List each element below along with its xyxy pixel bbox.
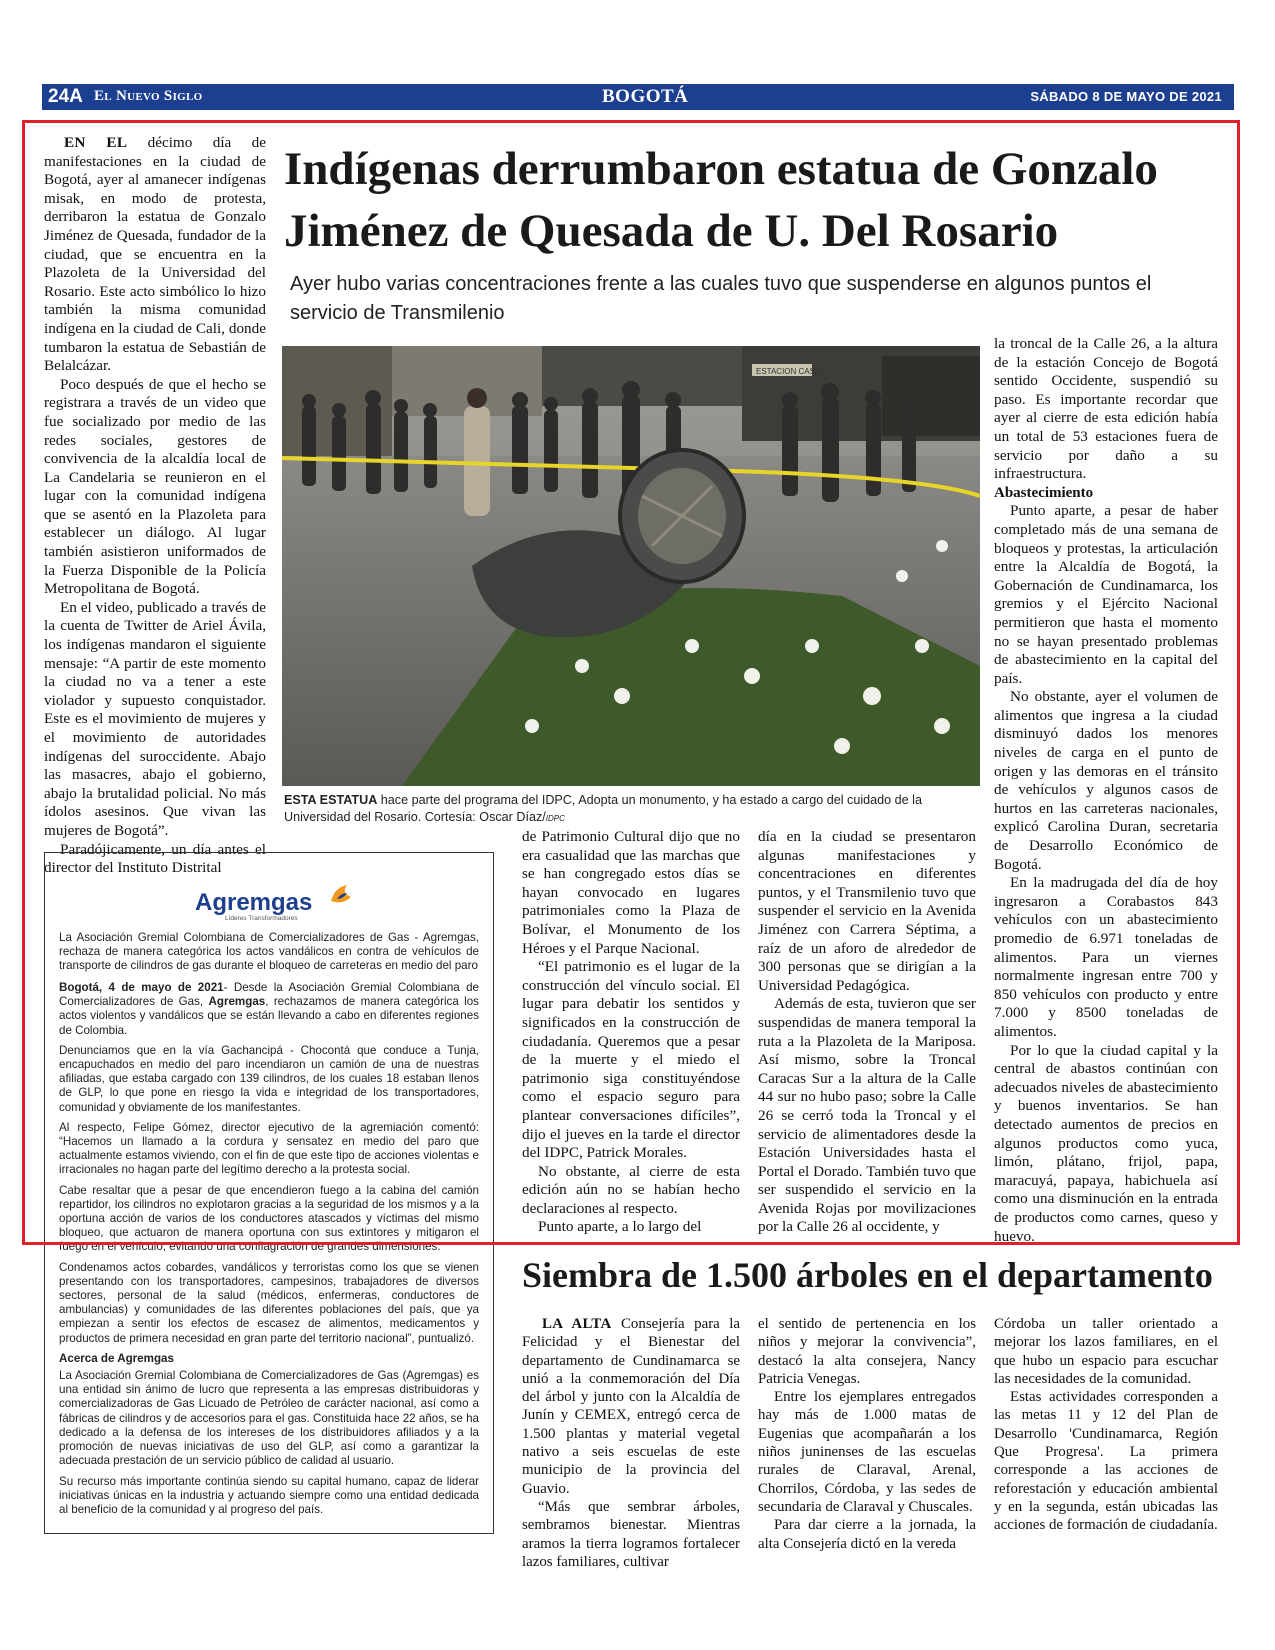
paragraph: Entre los ejemplares entregados hay más de 1.000 matas de Eugenias que acompañarán a los niños juninenses de las escuelas rurales de Claraval, Arenal, Chorrilos, Córdoba, y las sedes de secundaria de Claraval y Chuscales. [758,1389,976,1515]
paragraph: la troncal de la Calle 26, a la altura de la estación Concejo de Bogotá sentido Occidente, suspendió su paso. Es importante recordar que ayer al cierre de esta edición había un total de 53 estaciones fuera de servicio por daño a su infraestructura. [994,335,1218,483]
logo-wordmark: Agremgas [195,889,313,916]
second-headline: Siembra de 1.500 árboles en el departamento [522,1255,1213,1295]
lead-in: EN EL [64,134,128,151]
selection-frame [22,120,1240,1245]
paragraph: LA ALTA Consejería para la Felicidad y el Bienestar del departamento de Cundinamarca se unió a la conmemoración del Día del árbol y junto con la Alcaldía de Junín y CEMEX, entregó cerca de 1.500 plantas y material vegetal nativo a seis escuelas de este municipio de la provincia del Guavio. [522,1316,740,1497]
caption-credit: IDPC [545,814,565,823]
paragraph: Córdoba un taller orientado a mejorar los lazos familiares, en el que hubo un espacio para escuchar las necesidades de la comunidad. [994,1316,1218,1387]
paragraph: En el video, publicado a través de la cuenta de Twitter de Ariel Ávila, los indígenas mandaron el siguiente mensaje: “A partir de este momento la ciudad no va a tener a este violador y supuesto conquistador. Este es el movimiento de mujeres y el movimiento de autoridades indígenas del suroccidente. Abajo las masacres, abajo el gobierno, abajo la brutalidad policial. No más ídolos asesinos. Que vivan las mujeres de Bogotá”. [44,598,266,839]
page-header-band [42,84,1234,110]
ad-subhead: Acerca de Agremgas [59,1351,174,1365]
paragraph: No obstante, ayer el volumen de alimentos que ingresa a la ciudad disminuyó dados los menores niveles de carga en el punto de origen y las demoras en el tránsito de vehículos y algunos casos de hurtos en las carreteras nacionales, explicó Carolina Duran, secretaria de Desarrollo Económico de Bogotá. [994,688,1218,873]
station-sign: ESTACION CASAL [756,367,825,376]
paragraph: Punto aparte, a pesar de haber completado más de una semana de bloqueos y protestas, la articulación entre la Alcaldía de Bogotá, la Gobernación de Cundinamarca, los gremios y el Ejército Nacional permitieron que hasta el momento no se hayan presentado problemas de abastecimiento en la capital del país. [994,502,1218,687]
paragraph: EN EL décimo día de manifestaciones en la ciudad de Bogotá, ayer al amanecer indígenas misak, en modo de protesta, derribaron la estatua de Gonzalo Jiménez de Quesada, fundador de la ciudad, que se encuentra en la Plazoleta de la Universidad del Rosario. Este acto simbólico lo hizo también la misma comunidad indígena en la ciudad de Cali, donde tumbaron la estatua de Sebastián de Belalcázar. [44,134,267,375]
paragraph: No obstante, al cierre de esta edición aún no se habían hecho declaraciones al respecto. [522,1162,740,1217]
paragraph: Por lo que la ciudad capital y la central de abastos continúan con adecuados niveles de abastecimiento y buenos inventarios. Se han detectado aumentos de precios en algunos productos como yuca, limón, plátano, frijol, papa, maracuyá, papaya, habichuela así como una disminución en la entrada de productos como carnes, queso y huevo. [994,1041,1218,1245]
paragraph: Poco después de que el hecho se registrara a través de un video que fue socializado por medio de las redes sociales, gestores de convivencia de la alcaldía local de La Candelaria se reunieron en el lugar con la comunidad indígena que se asentó en la Plazoleta para establecer un diálogo. Al lugar también asistieron uniformados de la Fuerza Disponible de la Policía Metropolitana de Bogotá. [44,375,266,598]
ad-paragraph: Su recurso más importante continúa siendo su capital humano, capaz de liderar iniciativas únicas en la industria y actuando siempre como una entidad dedicada al beneficio de la comunidad y al progreso del país. [59,1474,479,1516]
paragraph: “El patrimonio es el lugar de la construcción del vínculo social. El lugar para debatir los sentidos y significados en la construcción de ciudadanía. Queremos que a pesar de la muerte y el miedo el patrimonio siga constituyéndose como el espacio seguro para plantear conversaciones difíciles”, dijo el jueves en la tarde el director del IDPC, Patrick Morales. [522,958,740,1162]
section-subhead: Abastecimiento [994,484,1094,501]
ad-paragraph: Condenamos actos cobardes, vandálicos y terroristas como los que se vienen presentando con los transportadores, campesinos, trabajadores de diversos sectores, personal de la salud (médicos, enfermeras, conductores de ambulancias) y comunidades de las diferentes poblaciones del país, que ya empiezan a sentir los efectos de escasez de alimentos, medicamentos y productos de primera necesidad en gran parte del territorio nacional”, puntualizó. [59,1260,479,1345]
paragraph: Para dar cierre a la jornada, la alta Consejería dictó en la vereda [758,1517,976,1552]
ad-paragraph: Cabe resaltar que a pesar de que encendieron fuego a la cabina del camión repartidor, los cilindros no explotaron gracias a la seguridad de los mismos y a la oportuna acción de varios de los conductores atascados y víctimas del mismo bloqueo, que actuaron de manera oportuna con sus extintores y mitigaron el fuego en el vehículo, evitando una conflagración de grandes dimensiones. [59,1183,479,1254]
paragraph: Punto aparte, a lo largo del [538,1218,702,1236]
ad-paragraph: Denunciamos que en la vía Gachancipá - Chocontá que conduce a Tunja, encapuchados en medio del paro incendiaron un camión de una de nuestras afiliadas, que estaba cargado con 139 cilindros, de los cuales 18 estaban llenos de GLP, lo que pone en riesgo la vida e integridad de los transportadores, comunidad y obviamente de los manifestantes. [59,1043,479,1114]
paragraph: el sentido de pertenencia en los niños y mejorar la convivencia”, destacó la alta consejera, Nancy Patricia Venegas. [758,1316,976,1387]
ad-paragraph: Bogotá, 4 de mayo de 2021- Desde la Asociación Gremial Colombiana de Comercializadores de Gas, Agremgas, rechazamos de manera categórica los actos violentos y vandálicos que se están llevando a cabo en diferentes regiones de Colombia. [59,981,479,1037]
second-story-column-3 [994,1315,1218,1535]
paragraph: de Patrimonio Cultural dijo que no era casualidad que las marchas que se han congregado estos días se hayan convocado en lugares patrimoniales como la Plaza de Bolívar, el Monumento de los Héroes y el Parque Nacional. [522,828,740,957]
caption-lead: ESTA ESTATUA [284,793,378,807]
paragraph: “Más que sembrar árboles, sembramos bienestar. Mientras aramos la tierra logramos fortalecer lazos familiares, cultivar [522,1498,740,1570]
paragraph: Además de esta, tuvieron que ser suspendidas de manera temporal la ruta a la Plazoleta de la Mariposa. Así mismo, sobre la Troncal Caracas Sur a la altura de la Calle 44 sur no hubo paso; sobre la Calle 26 se cerró toda la Troncal y el servicio de alimentadores desde la Estación Universidades hasta el Portal el Dorado. También tuvo que ser suspendido el servicio en la Avenida Rojas por movilizaciones por la Calle 26 al occidente, y [758,995,976,1236]
second-story-column-1 [522,1315,740,1571]
paragraph: día en la ciudad se presentaron algunas manifestaciones y concentraciones en diferentes puntos, y el Transmilenio tuvo que suspender el servicio en la Avenida Jiménez con Carrera Séptima, a raíz de un aforo de alrededor de 300 personas que se dirigían a la Universidad Pedagógica. [758,828,976,994]
paragraph: En la madrugada del día de hoy ingresaron a Corabastos 843 vehículos con un abastecimiento promedio de 6.971 toneladas de alimentos. Para un viernes normalmente ingresan entre 700 y 850 vehículos con producto y entre 7.000 y 8500 toneladas de alimentos. [994,874,1218,1040]
ad-paragraph: Al respecto, Felipe Gómez, director ejecutivo de la agremiación comentó: “Hacemos un llamado a la cordura y sensatez en medio del paro que actualmente estamos viviendo, con el fin de que este tipo de acciones violentas e irracionales no hagan parte del legítimo derecho a la protesta social. [59,1120,479,1177]
main-headline: Indígenas derrumbaron estatua de Gonzalo Jiménez de Quesada de U. Del Rosario [284,143,1158,257]
main-deck: Ayer hubo varias concentraciones frente a las cuales tuvo que suspenderse en algunos puntos el servicio de Transmilenio [290,273,1152,324]
issue-date: SÁBADO 8 DE MAYO DE 2021 [1030,89,1222,104]
page-number: 24A [48,86,83,107]
second-story-column-2 [758,1315,976,1553]
paragraph: Estas actividades corresponden a las metas 11 y 12 del Plan de Desarrollo 'Cundinamarca, Región Que Progresa'. La primera corresponde a las acciones de reforestación y educación ambiental y en la segunda, están ubicadas las acciones de formación de ciudadanía. [994,1389,1218,1534]
ad-paragraph: La Asociación Gremial Colombiana de Comercializadores de Gas (Agremgas) es una entidad sin ánimo de lucro que representa a las empresas distribuidoras y comercializadoras de Gas Licuado de Petróleo de carácter nacional, así como a fábricas de cilindros y de accesorios para el gas. Constituida hace 22 años, se ha dedicado a la defensa de los intereses de los distribuidores afiliados y a la promoción de nuevas iniciativas de uso del GLP, así como a garantizar la adecuada prestación de un servicio público de calidad al usuario. [59,1369,479,1468]
paragraph: Paradójicamente, un día antes el director del Instituto Distrital [44,840,266,877]
section-title: BOGOTÁ [602,86,689,107]
newspaper-name: El Nuevo Siglo [94,88,203,104]
ad-intro: La Asociación Gremial Colombiana de Comercializadores de Gas - Agremgas, rechaza de manera categórica los actos vandálicos en contra de vehículos de transporte de cilindros de gas durante el bloqueo de carreteras en medio del paro [59,931,479,973]
logo-tagline: Líderes Transformadores [225,915,298,922]
photo-caption: ESTA ESTATUA hace parte del programa del IDPC, Adopta un monumento, y ha estado a cargo del cuidado de la Universidad del Rosario. Cortesía: Oscar Díaz/IDPC [284,793,922,824]
lead-in: LA ALTA [542,1316,612,1332]
